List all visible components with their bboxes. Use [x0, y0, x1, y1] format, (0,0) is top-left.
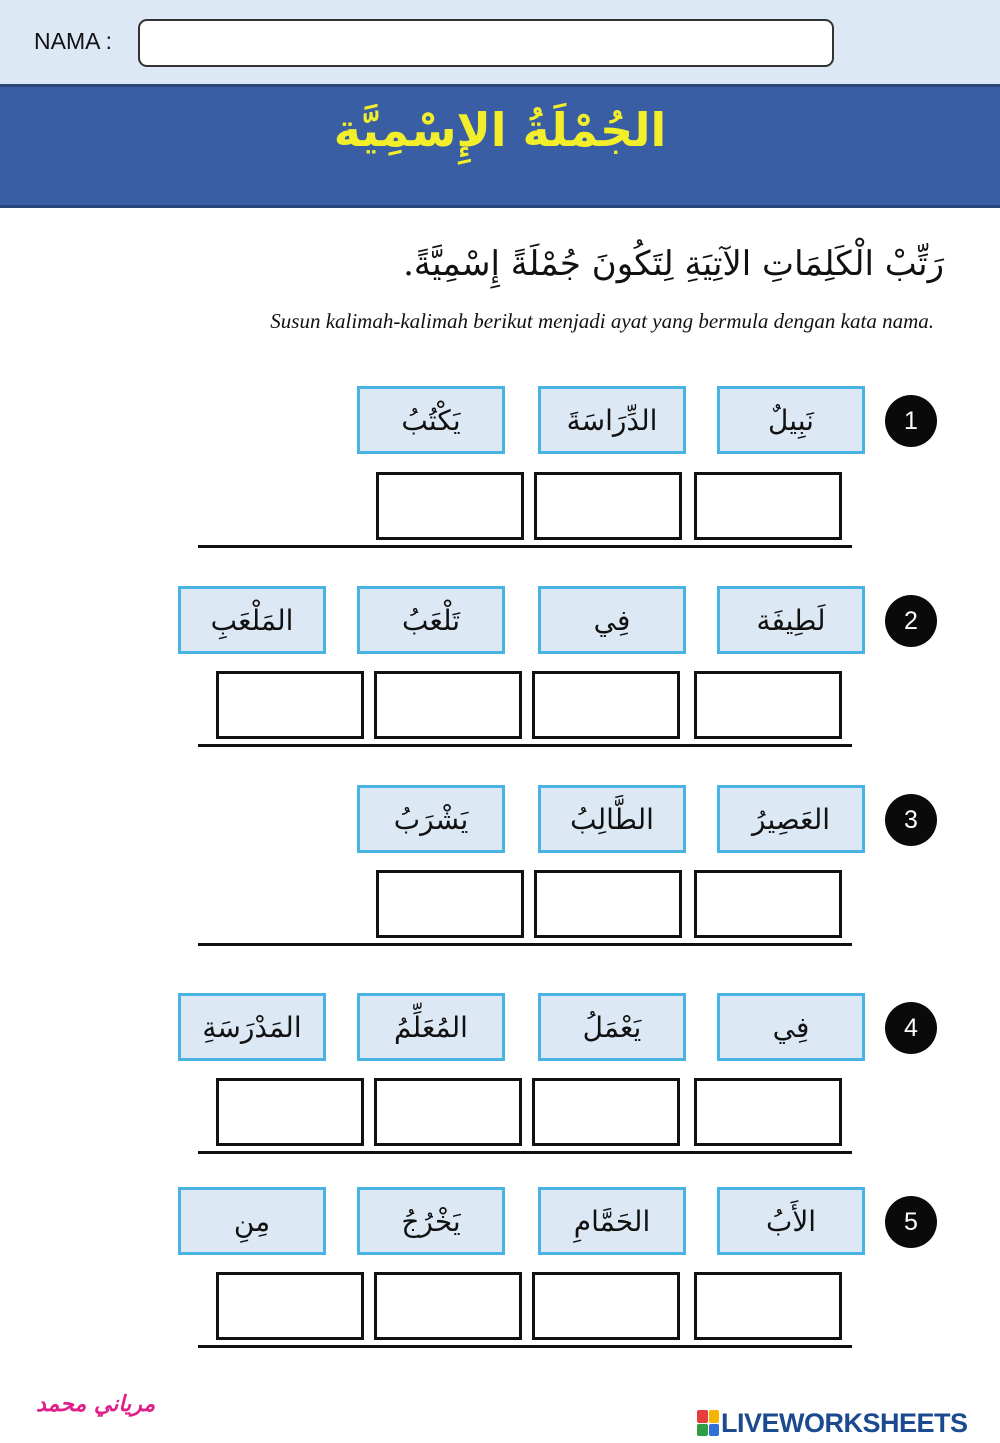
word-tile-q1-3[interactable]: يَكْتُبُ — [357, 386, 505, 454]
liveworksheets-logo[interactable] — [697, 1406, 968, 1440]
answer-slot-q3-3[interactable] — [376, 870, 524, 938]
word-tile-q3-2[interactable]: الطَّالِبُ — [538, 785, 686, 853]
answer-slot-q1-2[interactable] — [534, 472, 682, 540]
author-signature: مرياني محمد — [36, 1392, 156, 1417]
answer-slot-q5-3[interactable] — [374, 1272, 522, 1340]
question-number-3: 3 — [885, 794, 937, 846]
answer-slot-q5-4[interactable] — [216, 1272, 364, 1340]
answer-slot-q1-3[interactable] — [376, 472, 524, 540]
answer-slot-q4-3[interactable] — [374, 1078, 522, 1146]
liveworksheets-badge-icon — [697, 1410, 719, 1436]
title-banner — [0, 84, 1000, 208]
word-tile-q2-1[interactable]: لَطِيفَة — [717, 586, 865, 654]
word-tile-q4-3[interactable]: المُعَلِّمُ — [357, 993, 505, 1061]
answer-slot-q2-4[interactable] — [216, 671, 364, 739]
answer-slot-q2-1[interactable] — [694, 671, 842, 739]
word-tile-q2-2[interactable]: فِي — [538, 586, 686, 654]
badge-square-blue — [709, 1424, 720, 1437]
word-tile-q3-1[interactable]: العَصِيرُ — [717, 785, 865, 853]
word-tile-q3-3[interactable]: يَشْرَبُ — [357, 785, 505, 853]
word-tile-q5-3[interactable]: يَخْرُجُ — [357, 1187, 505, 1255]
liveworksheets-brand: LIVEWORKSHEETS — [721, 1407, 968, 1438]
answer-slot-q4-2[interactable] — [532, 1078, 680, 1146]
answer-slot-q5-1[interactable] — [694, 1272, 842, 1340]
word-tile-q2-3[interactable]: تَلْعَبُ — [357, 586, 505, 654]
answer-slot-q3-2[interactable] — [534, 870, 682, 938]
word-tile-q1-1[interactable]: نَبِيلٌ — [717, 386, 865, 454]
name-input[interactable] — [138, 19, 834, 67]
word-tile-q4-2[interactable]: يَعْمَلُ — [538, 993, 686, 1061]
divider-line — [198, 1345, 852, 1348]
question-number-2: 2 — [885, 595, 937, 647]
word-tile-q5-4[interactable]: مِنِ — [178, 1187, 326, 1255]
word-tile-q5-2[interactable]: الحَمَّامِ — [538, 1187, 686, 1255]
word-tile-q5-1[interactable]: الأَبُ — [717, 1187, 865, 1255]
instruction-arabic: رَتِّبْ الْكَلِمَاتِ الآتِيَةِ لِتَكُونَ جُمْلَةً إِسْمِيَّةً. — [403, 244, 944, 284]
question-number-1: 1 — [885, 395, 937, 447]
question-number-5: 5 — [885, 1196, 937, 1248]
answer-slot-q3-1[interactable] — [694, 870, 842, 938]
divider-line — [198, 943, 852, 946]
answer-slot-q2-2[interactable] — [532, 671, 680, 739]
answer-slot-q5-2[interactable] — [532, 1272, 680, 1340]
word-tile-q4-4[interactable]: المَدْرَسَةِ — [178, 993, 326, 1061]
word-tile-q1-2[interactable]: الدِّرَاسَةَ — [538, 386, 686, 454]
divider-line — [198, 545, 852, 548]
answer-slot-q4-1[interactable] — [694, 1078, 842, 1146]
top-bar — [0, 0, 1000, 84]
badge-square-red — [697, 1410, 708, 1423]
divider-line — [198, 744, 852, 747]
page-title: الجُمْلَةُ الإِسْمِيَّة — [333, 103, 667, 157]
word-tile-q4-1[interactable]: فِي — [717, 993, 865, 1061]
answer-slot-q1-1[interactable] — [694, 472, 842, 540]
answer-slot-q2-3[interactable] — [374, 671, 522, 739]
answer-slot-q4-4[interactable] — [216, 1078, 364, 1146]
badge-square-yellow — [709, 1410, 720, 1423]
word-tile-q2-4[interactable]: المَلْعَبِ — [178, 586, 326, 654]
badge-square-green — [697, 1424, 708, 1437]
divider-line — [198, 1151, 852, 1154]
instruction-malay: Susun kalimah-kalimah berikut menjadi ayat yang bermula dengan kata nama. — [270, 309, 934, 333]
name-label: NAMA : — [34, 28, 112, 54]
question-number-4: 4 — [885, 1002, 937, 1054]
